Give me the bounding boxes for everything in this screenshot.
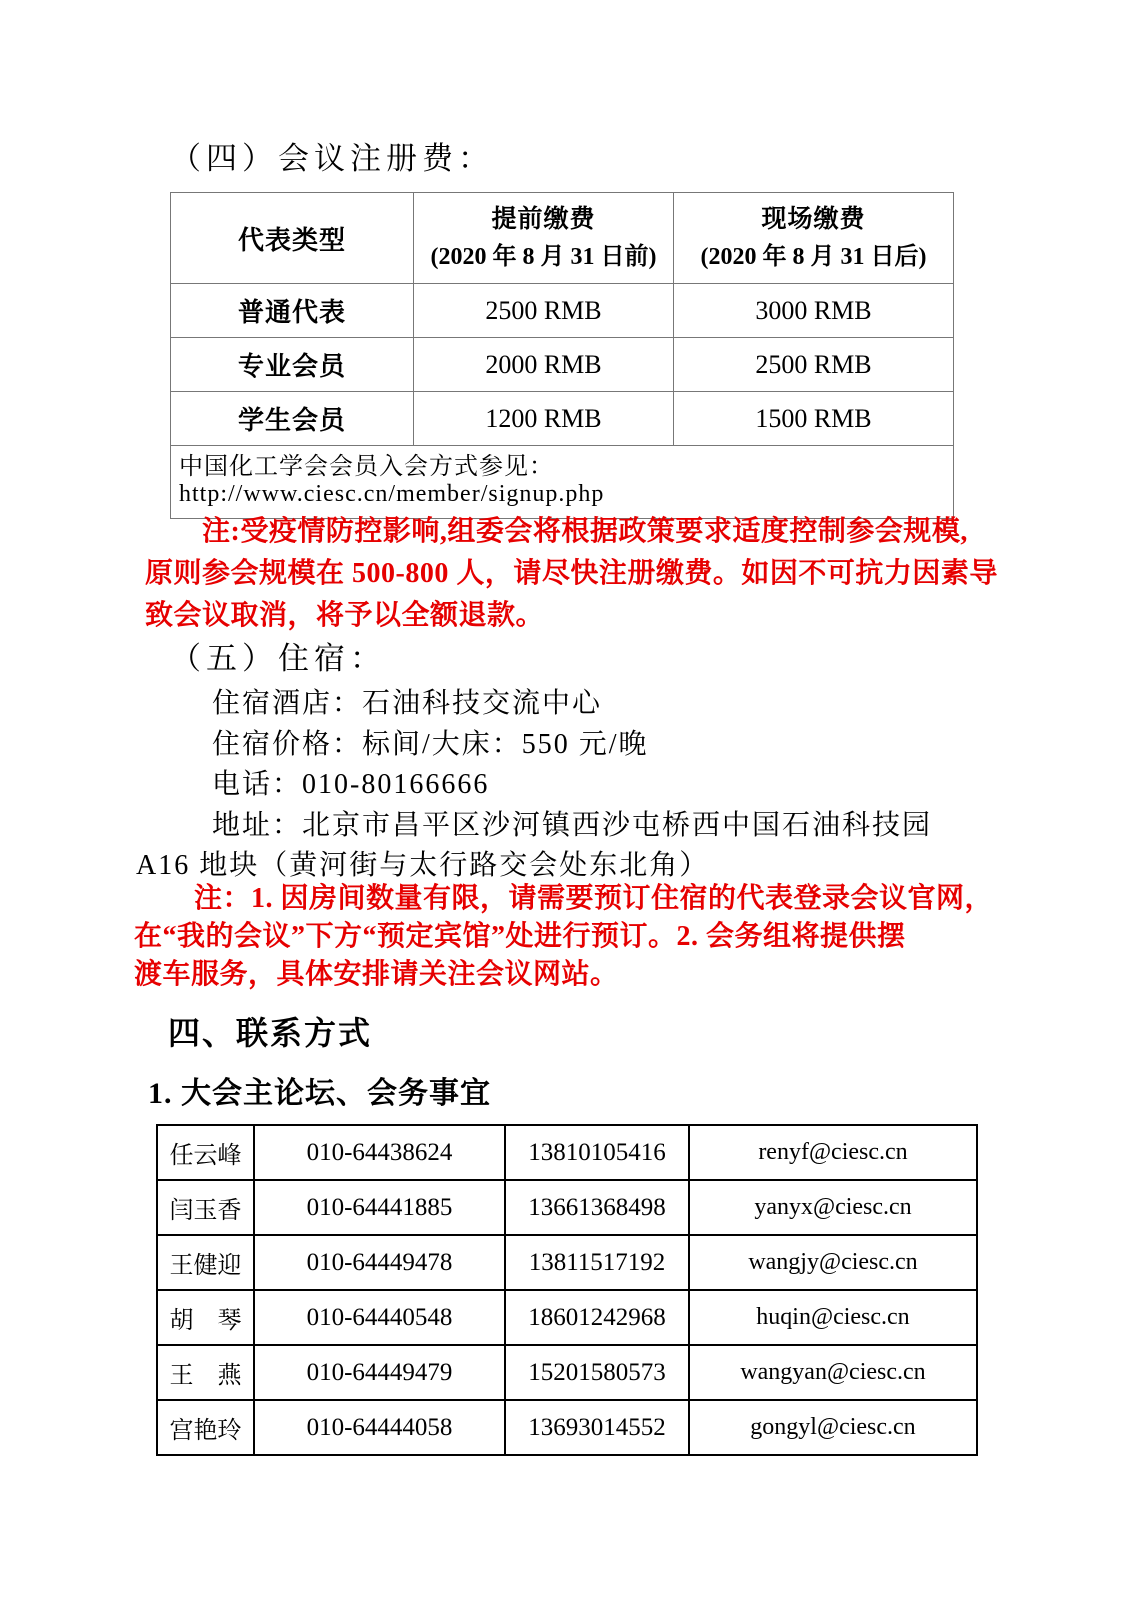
- lodging-phone-line: 电话：010-80166666: [212, 769, 490, 800]
- contact-phone: 010-64449479: [254, 1345, 505, 1400]
- fee-header-early-title: 提前缴费: [491, 205, 596, 233]
- contact-email: wangyan@ciesc.cn: [689, 1345, 977, 1400]
- fee-table-footer-row: [171, 446, 954, 519]
- section4-heading: （四）会议注册费：: [170, 141, 494, 176]
- contact-email: yanyx@ciesc.cn: [689, 1180, 977, 1235]
- contact-email: gongyl@ciesc.cn: [689, 1400, 977, 1455]
- registration-note: [145, 511, 1025, 637]
- contact-row: [157, 1290, 977, 1345]
- fee-header-early-deadline: (2020 年 8 月 31 日前): [430, 244, 657, 270]
- contact-name: 王 燕: [157, 1345, 254, 1400]
- lodging-note-line3: 渡车服务，具体安排请关注会议网站。: [134, 959, 619, 990]
- contact-email: huqin@ciesc.cn: [689, 1290, 977, 1345]
- fee-row-onsite-price: 1500 RMB: [674, 392, 954, 446]
- registration-note-line3: 致会议取消，将予以全额退款。: [145, 600, 545, 631]
- contact-row: [157, 1235, 977, 1290]
- fee-row-type: 学生会员: [171, 392, 414, 446]
- registration-note-line2: 原则参会规模在 500-800 人，请尽快注册缴费。如因不可抗力因素导: [145, 558, 998, 589]
- lodging-price-line: 住宿价格：标间/大床：550 元/晚: [212, 728, 649, 760]
- contact-name: 宫艳玲: [157, 1400, 254, 1455]
- lodging-details: [136, 684, 932, 887]
- contact-phone: 010-64441885: [254, 1180, 505, 1235]
- fee-header-type: 代表类型: [171, 193, 414, 284]
- contact-mobile: 18601242968: [505, 1290, 689, 1345]
- contact-phone: 010-64438624: [254, 1125, 505, 1180]
- contact-section-heading: 四、联系方式: [168, 1015, 373, 1051]
- fee-header-onsite-title: 现场缴费: [761, 205, 866, 233]
- fee-table-header-row: [171, 193, 954, 284]
- contact-phone: 010-64444058: [254, 1400, 505, 1455]
- contact-name: 任云峰: [157, 1125, 254, 1180]
- contact-name: 闫玉香: [157, 1180, 254, 1235]
- fee-row-type: 专业会员: [171, 338, 414, 392]
- fee-row-early-price: 1200 RMB: [414, 392, 674, 446]
- fee-header-early: [414, 193, 674, 284]
- contact-mobile: 13693014552: [505, 1400, 689, 1455]
- fee-row-regular: [171, 284, 954, 338]
- fee-row-professional: [171, 338, 954, 392]
- fee-row-student: [171, 392, 954, 446]
- contact-table: [156, 1124, 978, 1456]
- contact-email: renyf@ciesc.cn: [689, 1125, 977, 1180]
- lodging-note-line1: 注：1. 因房间数量有限，请需要预订住宿的代表登录会议官网，: [194, 883, 994, 914]
- contact-mobile: 13811517192: [505, 1235, 689, 1290]
- contact-name: 王健迎: [157, 1235, 254, 1290]
- lodging-address-line1: 地址：北京市昌平区沙河镇西沙屯桥西中国石油科技园: [212, 809, 933, 841]
- registration-note-line1: 注:受疫情防控影响,组委会将根据政策要求适度控制参会规模,: [202, 516, 968, 547]
- contact-name: 胡 琴: [157, 1290, 254, 1345]
- fee-header-onsite: [674, 193, 954, 284]
- fee-row-early-price: 2500 RMB: [414, 284, 674, 338]
- lodging-address-line2: A16 地块（黄河街与太行路交会处东北角）: [136, 850, 710, 881]
- contact-email: wangjy@ciesc.cn: [689, 1235, 977, 1290]
- contact-phone: 010-64449478: [254, 1235, 505, 1290]
- contact-mobile: 13661368498: [505, 1180, 689, 1235]
- contact-row: [157, 1125, 977, 1180]
- contact-row: [157, 1180, 977, 1235]
- contact-row: [157, 1345, 977, 1400]
- contact-mobile: 15201580573: [505, 1345, 689, 1400]
- section5-heading: （五）住宿：: [170, 641, 386, 676]
- membership-signup-note: 中国化工学会会员入会方式参见：http://www.ciesc.cn/member/signup.php: [171, 446, 954, 519]
- contact-phone: 010-64440548: [254, 1290, 505, 1345]
- fee-row-type: 普通代表: [171, 284, 414, 338]
- lodging-hotel-line: 住宿酒店：石油科技交流中心: [212, 688, 603, 719]
- contact-mobile: 13810105416: [505, 1125, 689, 1180]
- contact-row: [157, 1400, 977, 1455]
- lodging-note: [134, 880, 1014, 994]
- fee-row-onsite-price: 2500 RMB: [674, 338, 954, 392]
- fee-header-onsite-deadline: (2020 年 8 月 31 日后): [700, 244, 927, 270]
- registration-fee-table: [170, 192, 954, 519]
- fee-row-onsite-price: 3000 RMB: [674, 284, 954, 338]
- lodging-note-line2: 在“我的会议”下方“预定宾馆”处进行预订。2. 会务组将提供摆: [134, 921, 906, 952]
- fee-row-early-price: 2000 RMB: [414, 338, 674, 392]
- contact-subsection-heading: 1. 大会主论坛、会务事宜: [148, 1077, 491, 1110]
